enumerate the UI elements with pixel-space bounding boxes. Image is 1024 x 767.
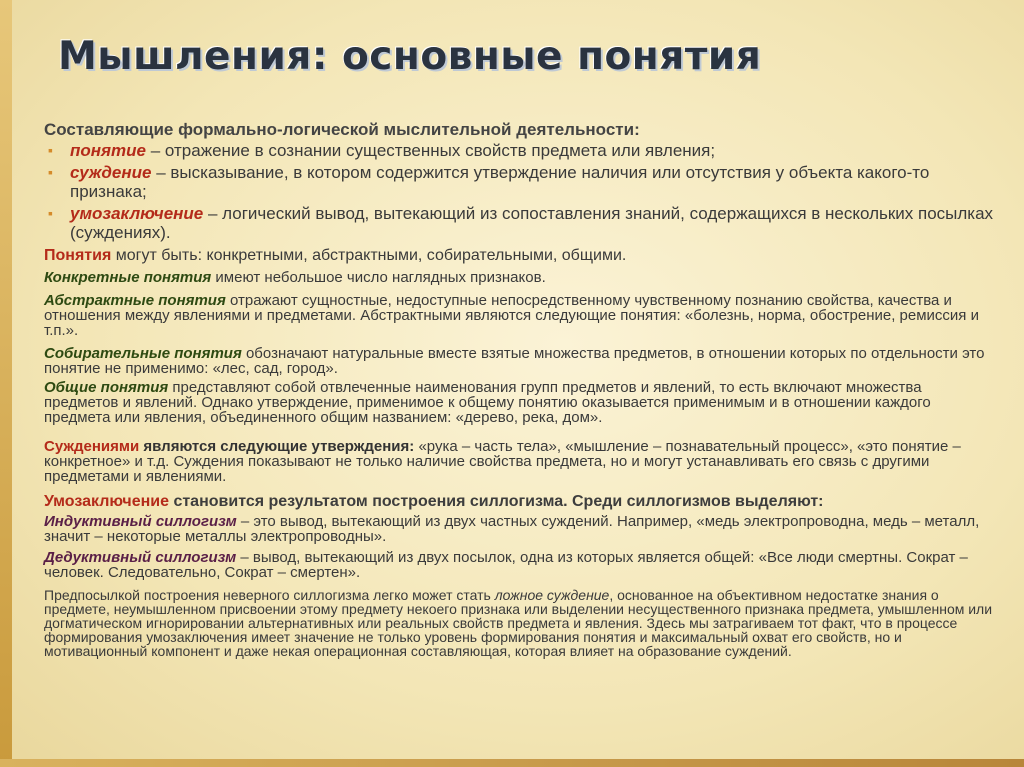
deductive-text: – вывод, вытекающий из двух посылок, одна из которых является общей: «Все люди смертны. Сократ – человек. Следовательно, Сократ – смертен». (44, 549, 968, 581)
bullet-item-inference (44, 204, 994, 242)
collective-text: обозначают натуральные вместе взятые множества предметов, в отношении которых по отдельности это понятие не применимо: «лес, сад, город». (44, 345, 985, 377)
slide-title: Мышления: основные понятия (58, 34, 762, 79)
term-judgments: Суждениями (44, 438, 140, 455)
judgments-paragraph (44, 439, 994, 484)
abstract-text: отражают сущностные, недоступные непосредственному чувственному познанию свойства, качества и отношения между явлениями и предметами. Абстрактными являются следующие понятия: «болезнь, норма, обострение, ремиссия и т.п.». (44, 292, 979, 339)
term-concepts: Понятия (44, 247, 112, 264)
bullet-icon: ▪ (48, 205, 53, 221)
general-paragraph (44, 380, 994, 425)
term-inductive: Индуктивный силлогизм (44, 513, 237, 530)
term-collective: Собирательные понятия (44, 345, 242, 362)
term-inference: умозаключение (70, 204, 204, 223)
bullet-list (44, 141, 994, 242)
closing-after: , основанное на объективном недостатке знания о предмете, неумышленном присвоении этому предмету некоего признака или выделении несущественного признака предмета, умышленном или догматическом игнорировании альтернативных или реальных свойств предмета и явления. Здесь мы затрагиваем тот факт, что в процессе формирования умозаключения имеет значение не только уровень формирования понятия и максимальный охват его свойств, но и мотивационный компонент и даже некая операционная составляющая, которая влияет на образование суждений. (44, 587, 993, 659)
concepts-text: могут быть: конкретными, абстрактными, собирательными, общими (111, 247, 622, 264)
left-accent-bar (0, 0, 12, 767)
abstract-paragraph (44, 293, 994, 338)
closing-paragraph (44, 588, 994, 658)
intro-heading: Составляющие формально-логической мыслительной деятельности: (44, 120, 640, 139)
term-inference-heading: Умозаключение (44, 493, 169, 510)
bullet-icon: ▪ (48, 142, 53, 158)
term-abstract: Абстрактные понятия (44, 292, 226, 309)
term-concept: понятие (70, 141, 147, 160)
term-judgment: суждение (70, 163, 152, 182)
closing-italic: ложное суждение (494, 587, 610, 603)
bottom-accent-bar (0, 759, 1024, 767)
inference-text: становится результатом построения силлогизма. Среди силлогизмов выделяют: (169, 493, 824, 510)
inductive-text: – это вывод, вытекающий из двух частных суждений. Например, «медь электропроводна, медь – металл, значит – некоторые металлы электропроводны». (44, 513, 980, 545)
concepts-dot: . (621, 247, 627, 264)
bullet-text: – высказывание, в котором содержится утверждение наличия или отсутствия у объекта какого-то признака; (70, 163, 930, 201)
bullet-item-concept (44, 141, 994, 160)
slide-body (44, 120, 994, 658)
closing-before: Предпосылкой построения неверного силлогизма легко может стать (44, 587, 495, 603)
bullet-text: – отражение в сознании существенных свойств предмета или явления; (146, 141, 716, 160)
collective-paragraph (44, 346, 994, 376)
bullet-icon: ▪ (48, 164, 53, 180)
term-deductive: Дедуктивный силлогизм (44, 549, 237, 566)
term-general: Общие понятия (44, 379, 169, 396)
concepts-paragraph (44, 248, 994, 264)
bullet-item-judgment (44, 163, 994, 201)
general-text: представляют собой отвлеченные наименования групп предметов и явлений, то есть включают множества предметов и явлений. Однако утверждение, применимое к общему понятию оказывается применимым и в отношении каждого предмета или явления, объединенного общим названием: «дерево, река, дом». (44, 379, 931, 426)
judgments-text: «рука – часть тела», «мышление – познавательный процесс», «это понятие – конкретное» и т.д. Суждения показывают не только наличие свойства предмета, но и могут устанавливать его связь с другими предметами и явлениями. (44, 438, 961, 485)
judgments-bold: являются следующие утверждения: (139, 438, 415, 455)
term-concrete: Конкретные понятия (44, 269, 212, 286)
inductive-paragraph (44, 514, 994, 544)
inference-paragraph (44, 494, 994, 510)
bullet-text: – логический вывод, вытекающий из сопоставления знаний, содержащихся в нескольких посылках (суждениях). (70, 204, 994, 242)
concrete-paragraph (44, 270, 994, 285)
deductive-paragraph (44, 550, 994, 580)
concrete-text: имеют небольшое число наглядных признаков. (211, 269, 546, 286)
